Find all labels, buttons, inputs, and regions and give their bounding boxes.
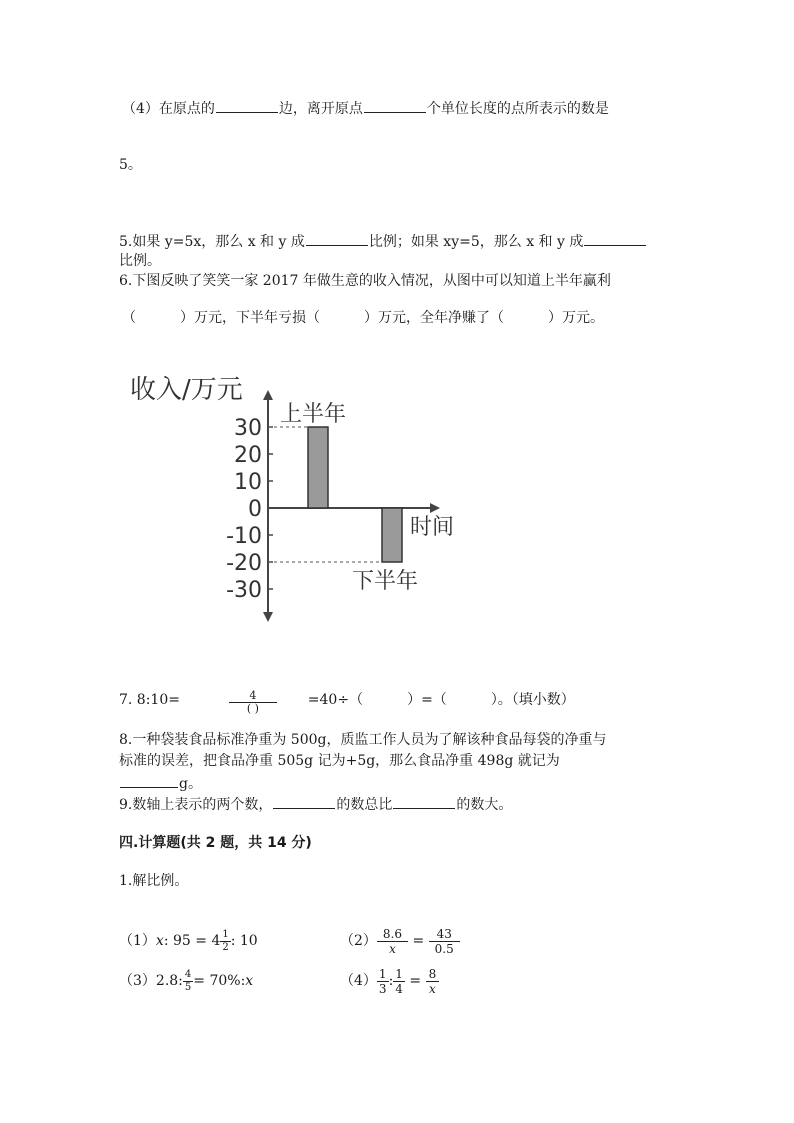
proportion-3-fraction <box>183 969 193 994</box>
question-4-line <box>122 98 609 118</box>
q9-blank-1[interactable] <box>273 794 335 809</box>
proportion-2 <box>340 924 460 958</box>
y-tick-label: 0 <box>248 497 262 522</box>
question-8-line-3 <box>119 773 202 793</box>
q8-text-tail: g。 <box>179 776 202 792</box>
q4-text-1: （4）在原点的 <box>122 101 215 117</box>
proportion-3-a: 2.8: <box>155 973 183 989</box>
proportion-1-label: （1） <box>119 933 156 949</box>
y-axis-label: 收入/万元 <box>130 375 243 405</box>
proportion-2-eq: = <box>412 933 425 949</box>
q4-text-2: 边，离开原点 <box>278 101 363 117</box>
proportion-4-eq: = <box>409 973 422 989</box>
x-axis-label: 时间 <box>410 515 455 540</box>
y-tick-label: -20 <box>226 551 262 576</box>
proportion-4-f1-num: 1 <box>378 966 387 981</box>
proportion-2-right-num: 43 <box>429 927 460 942</box>
proportion-3-fraction-num: 4 <box>184 968 192 980</box>
proportion-2-fraction-right <box>429 927 460 956</box>
proportion-4-f3-den: x <box>428 981 436 996</box>
proportion-1-eq: : 95 = 4 <box>163 933 221 949</box>
question-9-line <box>119 794 512 814</box>
question-8-line-1: 8.一种袋装食品标准净重为 500g，质监工作人员为了解该种食品每袋的净重与 <box>119 732 607 748</box>
q9-text-1: 9.数轴上表示的两个数， <box>119 797 273 813</box>
proportion-3-b: = 70%: <box>193 973 246 989</box>
calc-1-title: 1.解比例。 <box>119 873 189 889</box>
proportion-1-fraction-num: 1 <box>222 928 229 940</box>
question-6-line-2 <box>122 309 604 327</box>
proportion-1-tail: : 10 <box>230 933 258 949</box>
proportion-4-f1-den: 3 <box>378 981 387 996</box>
y-axis-arrow-down <box>263 612 273 622</box>
income-bar-chart <box>118 360 478 640</box>
proportion-4-fraction-3 <box>426 967 440 996</box>
y-axis-arrow-up <box>263 390 273 400</box>
proportion-2-left-den: x <box>389 941 396 956</box>
category-label: 上半年 <box>280 402 347 427</box>
question-7-line <box>119 690 575 715</box>
q5-text-2: 比例；如果 xy=5，那么 x 和 y 成 <box>368 234 584 250</box>
x-axis-arrow <box>430 503 440 513</box>
proportion-3-label: （3） <box>119 973 156 989</box>
y-tick-label: 10 <box>234 470 262 495</box>
q6-text-1: （ <box>122 310 136 326</box>
proportion-4-fraction-2 <box>393 967 405 996</box>
y-tick-label: 30 <box>234 416 262 441</box>
q8-blank[interactable] <box>120 773 178 788</box>
q7-text-1: =40÷（ <box>307 692 364 708</box>
q9-blank-2[interactable] <box>393 794 455 809</box>
proportion-4 <box>340 964 439 998</box>
section-4-title: 四.计算题(共 2 题，共 14 分) <box>119 835 312 851</box>
q7-fraction-denominator[interactable]: ( ) <box>246 702 259 715</box>
y-tick-label: -30 <box>226 578 262 603</box>
proportion-1-var: x <box>155 933 164 949</box>
question-5-line-2: 比例。 <box>119 253 161 269</box>
q7-prefix: 7. 8:10= <box>119 692 180 708</box>
bar-first-half <box>308 427 328 508</box>
q7-text-2: ）=（ <box>407 692 447 708</box>
q9-text-3: 的数大。 <box>456 797 513 813</box>
proportion-4-label: （4） <box>340 973 377 989</box>
q4-blank-2[interactable] <box>364 98 426 113</box>
proportion-2-label: （2） <box>340 933 377 949</box>
y-tick-label: -10 <box>226 524 262 549</box>
proportion-4-colon: : <box>388 973 394 989</box>
question-5-line-1 <box>119 231 647 251</box>
q6-text-4: ）万元。 <box>548 310 604 326</box>
q5-blank-1[interactable] <box>306 231 368 246</box>
proportion-4-f2-den: 4 <box>395 981 403 996</box>
q7-text-3: ）。（填小数） <box>490 692 575 708</box>
proportion-1-fraction-den: 2 <box>222 941 229 953</box>
question-6-line-1: 6.下图反映了笑笑一家 2017 年做生意的收入情况，从图中可以知道上半年赢利 <box>119 273 611 289</box>
q5-text-1: 5.如果 y=5x，那么 x 和 y 成 <box>119 234 305 250</box>
proportion-2-fraction-left <box>377 927 408 956</box>
q6-text-2: ）万元，下半年亏损（ <box>180 310 320 326</box>
q4-blank-1[interactable] <box>216 98 278 113</box>
proportion-3-var: x <box>245 973 254 989</box>
q6-text-3: ）万元，全年净赚了（ <box>364 310 504 326</box>
proportion-1 <box>119 926 258 956</box>
y-tick-label: 20 <box>234 443 262 468</box>
q4-answer-line: 5。 <box>119 157 142 173</box>
proportion-2-right-den: 0.5 <box>434 941 454 956</box>
category-label: 下半年 <box>352 569 419 594</box>
q9-text-2: 的数总比 <box>336 797 393 813</box>
proportion-4-f2-num: 1 <box>395 966 403 981</box>
bar-second-half <box>382 508 402 562</box>
question-8-line-2: 标准的误差，把食品净重 505g 记为+5g，那么食品净重 498g 就记为 <box>119 753 560 769</box>
proportion-4-fraction-1 <box>377 967 389 996</box>
proportion-4-f3-num: 8 <box>426 967 440 982</box>
q5-blank-2[interactable] <box>584 231 646 246</box>
proportion-3 <box>119 966 253 996</box>
proportion-1-fraction <box>220 929 230 954</box>
proportion-3-fraction-den: 5 <box>184 981 192 993</box>
q7-fraction-numerator: 4 <box>229 690 277 703</box>
q7-fraction <box>229 690 277 715</box>
proportion-2-left-num: 8.6 <box>377 927 408 942</box>
q4-text-3: 个单位长度的点所表示的数是 <box>426 101 609 117</box>
